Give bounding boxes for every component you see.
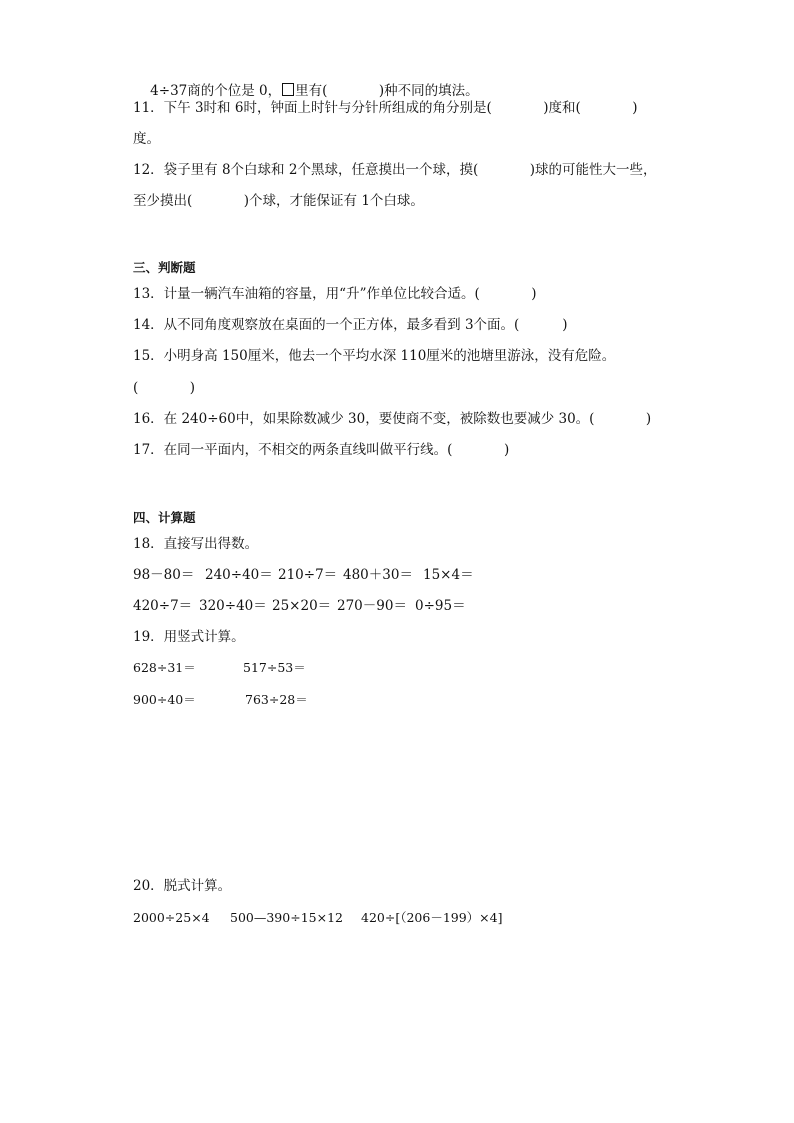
- q19-item: 517÷53＝: [243, 660, 306, 675]
- q18-item: 98－80＝: [133, 567, 195, 583]
- q20-item: 420÷[（206－199）×4]: [361, 910, 503, 925]
- q18-item: 210÷7＝: [278, 567, 338, 583]
- question-14: 14．从不同角度观察放在桌面的一个正方体，最多看到 3个面。( ): [133, 317, 568, 333]
- question-15-line2: ( ): [133, 380, 196, 396]
- q19-item: 900÷40＝: [133, 692, 196, 707]
- q20-item: 2000÷25×4: [133, 910, 210, 925]
- q20-item: 500—390÷15×12: [230, 910, 343, 925]
- question-18: 18．直接写出得数。: [133, 536, 259, 552]
- question-17: 17．在同一平面内，不相交的两条直线叫做平行线。( ): [133, 442, 510, 458]
- q10-text-post: 里有( )种不同的填法。: [295, 83, 479, 99]
- section-3-title: 三、判断题: [133, 260, 196, 275]
- question-11-line1: 11．下午 3时和 6时，钟面上时针与分针所组成的角分别是( )度和( ): [133, 100, 638, 116]
- question-12-line2: 至少摸出( )个球，才能保证有 1个白球。: [133, 193, 424, 209]
- q19-item: 763÷28＝: [245, 692, 308, 707]
- question-12-line1: 12．袋子里有 8个白球和 2个黑球，任意摸出一个球，摸( )球的可能性大一些，: [133, 162, 657, 178]
- q18-item: 270－90＝: [337, 598, 407, 614]
- q18-item: 0÷95＝: [415, 598, 466, 614]
- section-4-title: 四、计算题: [133, 510, 196, 525]
- question-15-line1: 15．小明身高 150厘米，他去一个平均水深 110厘米的池塘里游泳，没有危险。: [133, 348, 616, 364]
- question-11-line2: 度。: [133, 131, 160, 147]
- q18-item: 480＋30＝: [343, 567, 413, 583]
- question-19: 19．用竖式计算。: [133, 629, 245, 645]
- q18-item: 320÷40＝: [199, 598, 267, 614]
- question-16: 16．在 240÷60中，如果除数减少 30，要使商不变，被除数也要减少 30。( ): [133, 411, 652, 427]
- q19-item: 628÷31＝: [133, 660, 196, 675]
- blank-box-icon: [282, 83, 294, 96]
- q18-item: 15×4＝: [423, 567, 474, 583]
- question-13: 13．计量一辆汽车油箱的容量，用“升”作单位比较合适。( ): [133, 286, 537, 302]
- q18-item: 25×20＝: [272, 598, 332, 614]
- q10-text-pre: 4÷37商的个位是 0，: [150, 83, 282, 99]
- q18-item: 420÷7＝: [133, 598, 193, 614]
- question-20: 20．脱式计算。: [133, 878, 232, 894]
- q18-item: 240÷40＝: [205, 567, 273, 583]
